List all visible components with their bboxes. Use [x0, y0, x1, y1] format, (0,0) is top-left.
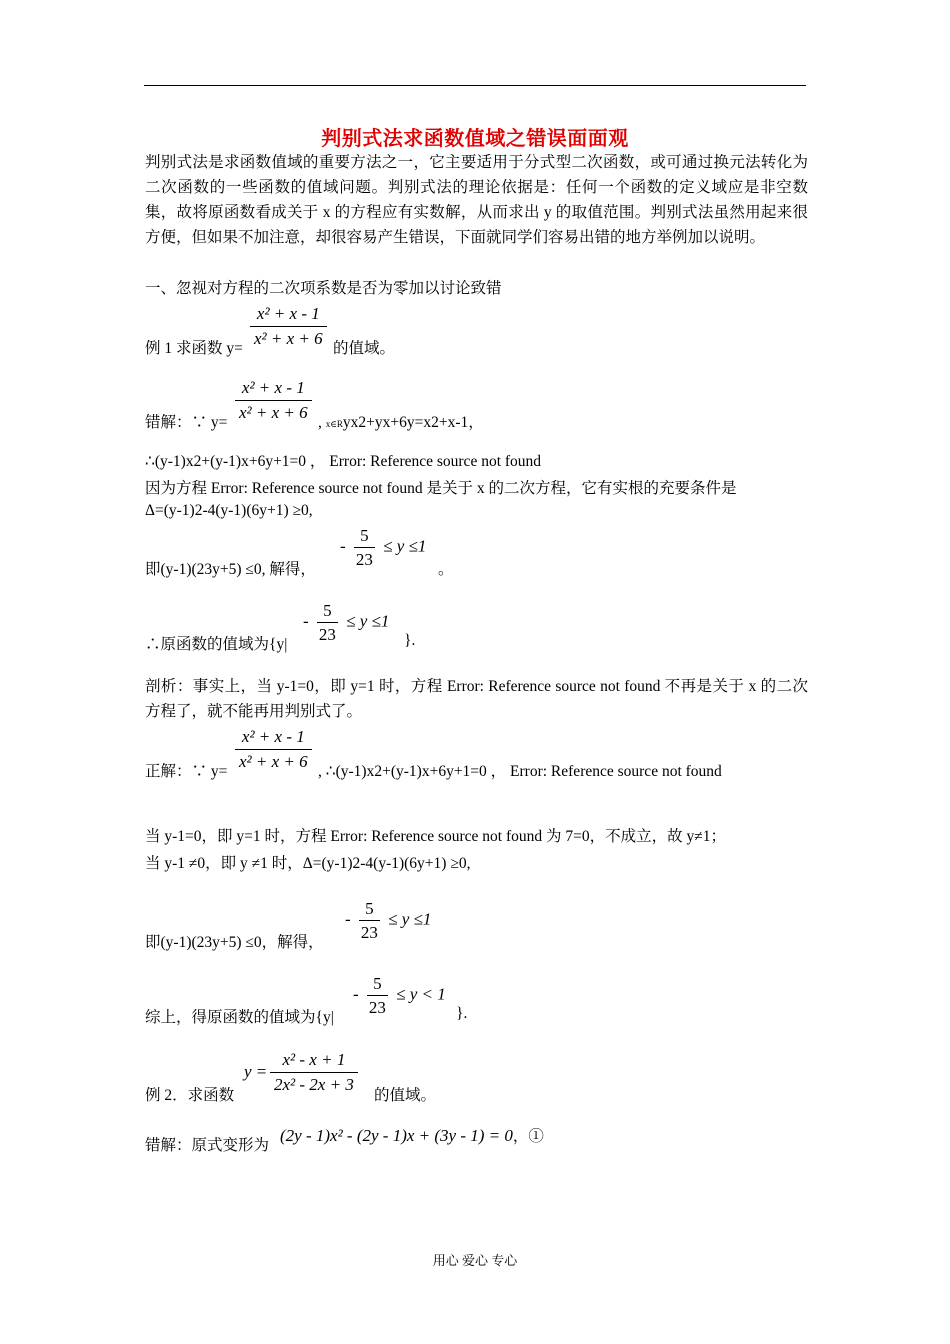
header-rule — [144, 85, 806, 86]
wrong-solution-1-rest: , x∈Ryx2+yx+6y=x2+x-1， — [318, 414, 484, 431]
inequality-4: - $\frac{5}{23}$ ≤ y < 1 — [353, 974, 446, 1017]
wrong-solution-1-fraction — [235, 376, 312, 425]
domain-note: x∈R — [325, 419, 343, 429]
page-title: 判别式法求函数值域之错误面面观 — [321, 128, 629, 150]
fraction-denominator: x² + x + 6 — [239, 403, 308, 422]
wrong-solution-1-line-5: 即(y-1)(23y+5) ≤0, 解得， — [145, 561, 316, 578]
example-1-fraction — [250, 302, 327, 351]
range-close-2: }. — [456, 1005, 468, 1022]
correct-solution-1-line-3: 当 y-1 ≠0，即 y ≠1 时，Δ=(y-1)2-4(y-1)(6y+1) ≥0, — [145, 855, 471, 872]
period-mark: 。 — [438, 561, 454, 578]
correct-solution-1-rest: , ∴(y-1)x2+(y-1)x+6y+1=0 ， Error: Reference source not found — [318, 763, 722, 780]
example-2-prefix: 例 2．求函数 — [145, 1087, 235, 1104]
correct-solution-1-fraction — [235, 725, 312, 774]
wrong-solution-2-equation: (2y - 1)x² - (2y - 1)x + (3y - 1) = 0，① — [280, 1126, 544, 1145]
fraction-denominator: 2x² - 2x + 3 — [274, 1075, 354, 1094]
fraction-numerator: x² + x - 1 — [250, 302, 327, 327]
example-2-fraction — [270, 1048, 358, 1097]
fraction-denominator: x² + x + 6 — [239, 752, 308, 771]
inequality-2: - $\frac{5}{23}$ ≤ y ≤1 — [303, 601, 390, 644]
wrong-solution-1-range: ∴原函数的值域为{y| — [145, 636, 288, 653]
example-1-suffix: 的值域。 — [333, 340, 396, 357]
page-footer: 用心 爱心 专心 — [432, 1253, 518, 1268]
analysis-paragraph: 剖析：事实上，当 y-1=0，即 y=1 时，方程 Error: Reference source not found 不再是关于 x 的二次方程了，就不能再用判别式了。 — [145, 678, 808, 720]
range-close: }. — [404, 632, 416, 649]
example-2-lhs: y = — [244, 1062, 268, 1081]
fraction-numerator: x² + x - 1 — [235, 725, 312, 750]
wrong-solution-1-label: 错解：∵ y= — [145, 414, 228, 431]
correct-solution-1-line-2: 当 y-1=0，即 y=1 时，方程 Error: Reference source not found 为 7=0，不成立，故 y≠1； — [145, 828, 727, 845]
example-2-suffix: 的值域。 — [374, 1087, 437, 1104]
inequality-1: - $\frac{5}{23}$ ≤ y ≤1 — [340, 526, 427, 569]
fraction-numerator: x² - x + 1 — [270, 1048, 358, 1073]
fraction-denominator: x² + x + 6 — [254, 329, 323, 348]
intro-paragraph: 判别式法是求函数值域的重要方法之一，它主要适用于分式型二次函数，或可通过换元法转化为二次函数的一些函数的值域问题。判别式法的理论依据是：任何一个函数的定义域应是非空数集，故将原函数看成关于 x 的方程应有实数解，从而求出 y 的取值范围。判别式法虽然用起来很方便，但如果不加注意，却很容易产生错误，下面就同学们容易出错的地方举例加以说明。 — [145, 154, 808, 246]
fraction-numerator: x² + x - 1 — [235, 376, 312, 401]
section-heading-1: 一、忽视对方程的二次项系数是否为零加以讨论致错 — [145, 280, 502, 297]
correct-solution-1-range: 综上，得原函数的值域为{y| — [145, 1009, 334, 1026]
correct-solution-1-label: 正解：∵ y= — [145, 763, 228, 780]
wrong-solution-1-line-2: ∴(y-1)x2+(y-1)x+6y+1=0 ， Error: Reference source not found — [145, 453, 542, 470]
correct-solution-1-line-4: 即(y-1)(23y+5) ≤0，解得， — [145, 934, 324, 951]
wrong-solution-1-line-3: 因为方程 Error: Reference source not found 是关于 x 的二次方程，它有实根的充要条件是 — [145, 480, 737, 497]
example-1-prefix: 例 1 求函数 y= — [145, 340, 243, 357]
inequality-3: - $\frac{5}{23}$ ≤ y ≤1 — [345, 899, 432, 942]
wrong-solution-2-label: 错解：原式变形为 — [145, 1137, 270, 1154]
wrong-solution-1-line-4: Δ=(y-1)2-4(y-1)(6y+1) ≥0, — [145, 502, 313, 519]
